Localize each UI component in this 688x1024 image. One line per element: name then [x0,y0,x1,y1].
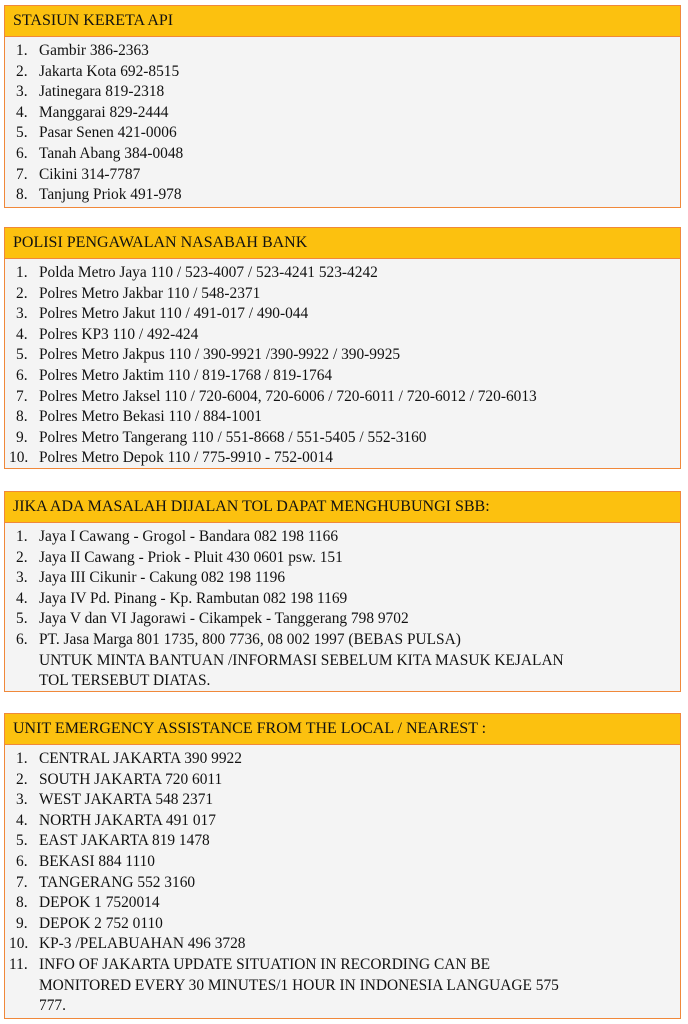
item-number: 5. [16,610,28,628]
list-item [5,325,680,346]
list-item [5,123,680,144]
list-item [5,893,680,914]
list-item [5,873,680,894]
item-text: Polres Metro Jakut 110 / 491-017 / 490-044 [39,305,309,323]
item-text: NORTH JAKARTA 491 017 [39,811,216,829]
item-number: 8. [16,894,28,912]
list-item [5,548,680,569]
item-text: Polres Metro Tangerang 110 / 551-8668 / 551-5405 / 552-3160 [39,428,427,446]
item-number: 10. [9,449,29,467]
item-text: Manggarai 829-2444 [39,103,169,121]
item-number: 4. [16,325,28,343]
list-item [5,527,680,548]
item-text: SOUTH JAKARTA 720 6011 [39,770,223,788]
item-number: 3. [16,83,28,101]
phone-list [5,523,680,692]
item-number: 3. [16,791,28,809]
list-item [5,304,680,325]
item-number: 9. [16,914,28,932]
item-text: Polres Metro Jakpus 110 / 390-9921 /390-9922 / 390-9925 [39,346,401,364]
item-number: 5. [16,346,28,364]
item-text: Jaya IV Pd. Pinang - Kp. Rambutan 082 198 1169 [39,589,348,607]
item-text: Polres Metro Jaksel 110 / 720-6004, 720-6006 / 720-6011 / 720-6012 / 720-6013 [39,387,537,405]
item-text: DEPOK 2 752 0110 [39,914,163,932]
section-polisi-pengawalan [4,227,681,469]
list-item [5,448,680,469]
list-item [5,914,680,935]
item-text: Polres Metro Jaktim 110 / 819-1768 / 819-1764 [39,366,333,384]
item-number: 5. [16,832,28,850]
item-text: Jakarta Kota 692-8515 [39,62,180,80]
item-number: 4. [16,103,28,121]
list-item [5,770,680,791]
list-item [5,407,680,428]
list-item [5,428,680,449]
section-unit-emergency [4,713,681,1019]
item-text: PT. Jasa Marga 801 1735, 800 7736, 08 002 1997 (BEBAS PULSA) UNTUK MINTA BANTUAN /INFORMASI SEBELUM KITA MASUK KEJALAN TOL TERSEBUT DIATAS. [39,630,564,690]
item-number: 11. [9,955,28,973]
item-number: 10. [9,935,29,953]
item-number: 8. [16,186,28,204]
item-number: 2. [16,62,28,80]
item-number: 2. [16,770,28,788]
phone-list [5,259,680,469]
item-number: 6. [16,144,28,162]
list-item [5,609,680,630]
item-number: 2. [16,548,28,566]
item-text: Polres Metro Jakbar 110 / 548-2371 [39,284,261,302]
list-item [5,955,680,1017]
item-number: 1. [16,750,28,767]
item-number: 1. [16,42,28,59]
section-title: JIKA ADA MASALAH DIJALAN TOL DAPAT MENGHUBUNGI SBB: [5,492,680,523]
section-jalan-tol [4,491,681,692]
item-text: Polres Metro Bekasi 110 / 884-1001 [39,408,262,426]
item-text: BEKASI 884 1110 [39,852,156,870]
list-item [5,62,680,83]
list-item [5,263,680,284]
item-number: 2. [16,284,28,302]
item-text: Jaya II Cawang - Priok - Pluit 430 0601 psw. 151 [39,548,343,566]
list-item [5,831,680,852]
item-text: INFO OF JAKARTA UPDATE SITUATION IN RECORDING CAN BE MONITORED EVERY 30 MINUTES/1 HOUR IN INDONESIA LANGUAGE 575 777. [39,955,559,1015]
list-item [5,345,680,366]
item-text: Tanjung Priok 491-978 [39,186,182,204]
item-number: 7. [16,165,28,183]
section-title: POLISI PENGAWALAN NASABAH BANK [5,228,680,259]
list-item [5,165,680,186]
item-text: Polda Metro Jaya 110 / 523-4007 / 523-4241 523-4242 [39,264,378,281]
list-item [5,811,680,832]
item-text: Polres Metro Depok 110 / 775-9910 - 752-0014 [39,449,333,467]
list-item [5,852,680,873]
list-item [5,589,680,610]
item-text: Polres KP3 110 / 492-424 [39,325,199,343]
item-text: CENTRAL JAKARTA 390 9922 [39,750,242,767]
item-text: DEPOK 1 7520014 [39,894,160,912]
item-number: 9. [16,428,28,446]
list-item [5,185,680,206]
item-text: TANGERANG 552 3160 [39,873,196,891]
list-item [5,790,680,811]
list-item [5,568,680,589]
item-text: Jaya III Cikunir - Cakung 082 198 1196 [39,569,286,587]
item-text: Jatinegara 819-2318 [39,83,165,101]
item-number: 8. [16,408,28,426]
item-number: 3. [16,305,28,323]
list-item [5,366,680,387]
list-item [5,934,680,955]
item-number: 6. [16,366,28,384]
item-text: Tanah Abang 384-0048 [39,144,184,162]
item-text: Cikini 314-7787 [39,165,141,183]
item-number: 3. [16,569,28,587]
section-title: STASIUN KERETA API [5,6,680,37]
item-text: Pasar Senen 421-0006 [39,124,177,142]
item-text: EAST JAKARTA 819 1478 [39,832,210,850]
list-item [5,749,680,770]
section-title: UNIT EMERGENCY ASSISTANCE FROM THE LOCAL / NEAREST : [5,714,680,745]
item-text: WEST JAKARTA 548 2371 [39,791,214,809]
phone-list [5,745,680,1017]
list-item [5,144,680,165]
list-item [5,103,680,124]
item-number: 4. [16,589,28,607]
item-number: 1. [16,264,28,281]
item-text: Gambir 386-2363 [39,42,149,59]
item-text: Jaya V dan VI Jagorawi - Cikampek - Tanggerang 798 9702 [39,610,409,628]
item-number: 7. [16,387,28,405]
item-number: 1. [16,528,28,545]
item-text: KP-3 /PELABUAHAN 496 3728 [39,935,246,953]
item-text: Jaya I Cawang - Grogol - Bandara 082 198 1166 [39,528,339,545]
section-stasiun-kereta-api [4,5,681,208]
item-number: 6. [16,852,28,870]
phone-list [5,37,680,206]
list-item [5,284,680,305]
list-item [5,82,680,103]
list-item [5,387,680,408]
item-number: 7. [16,873,28,891]
list-item [5,630,680,692]
item-number: 4. [16,811,28,829]
item-number: 5. [16,124,28,142]
list-item [5,41,680,62]
item-number: 6. [16,630,28,648]
